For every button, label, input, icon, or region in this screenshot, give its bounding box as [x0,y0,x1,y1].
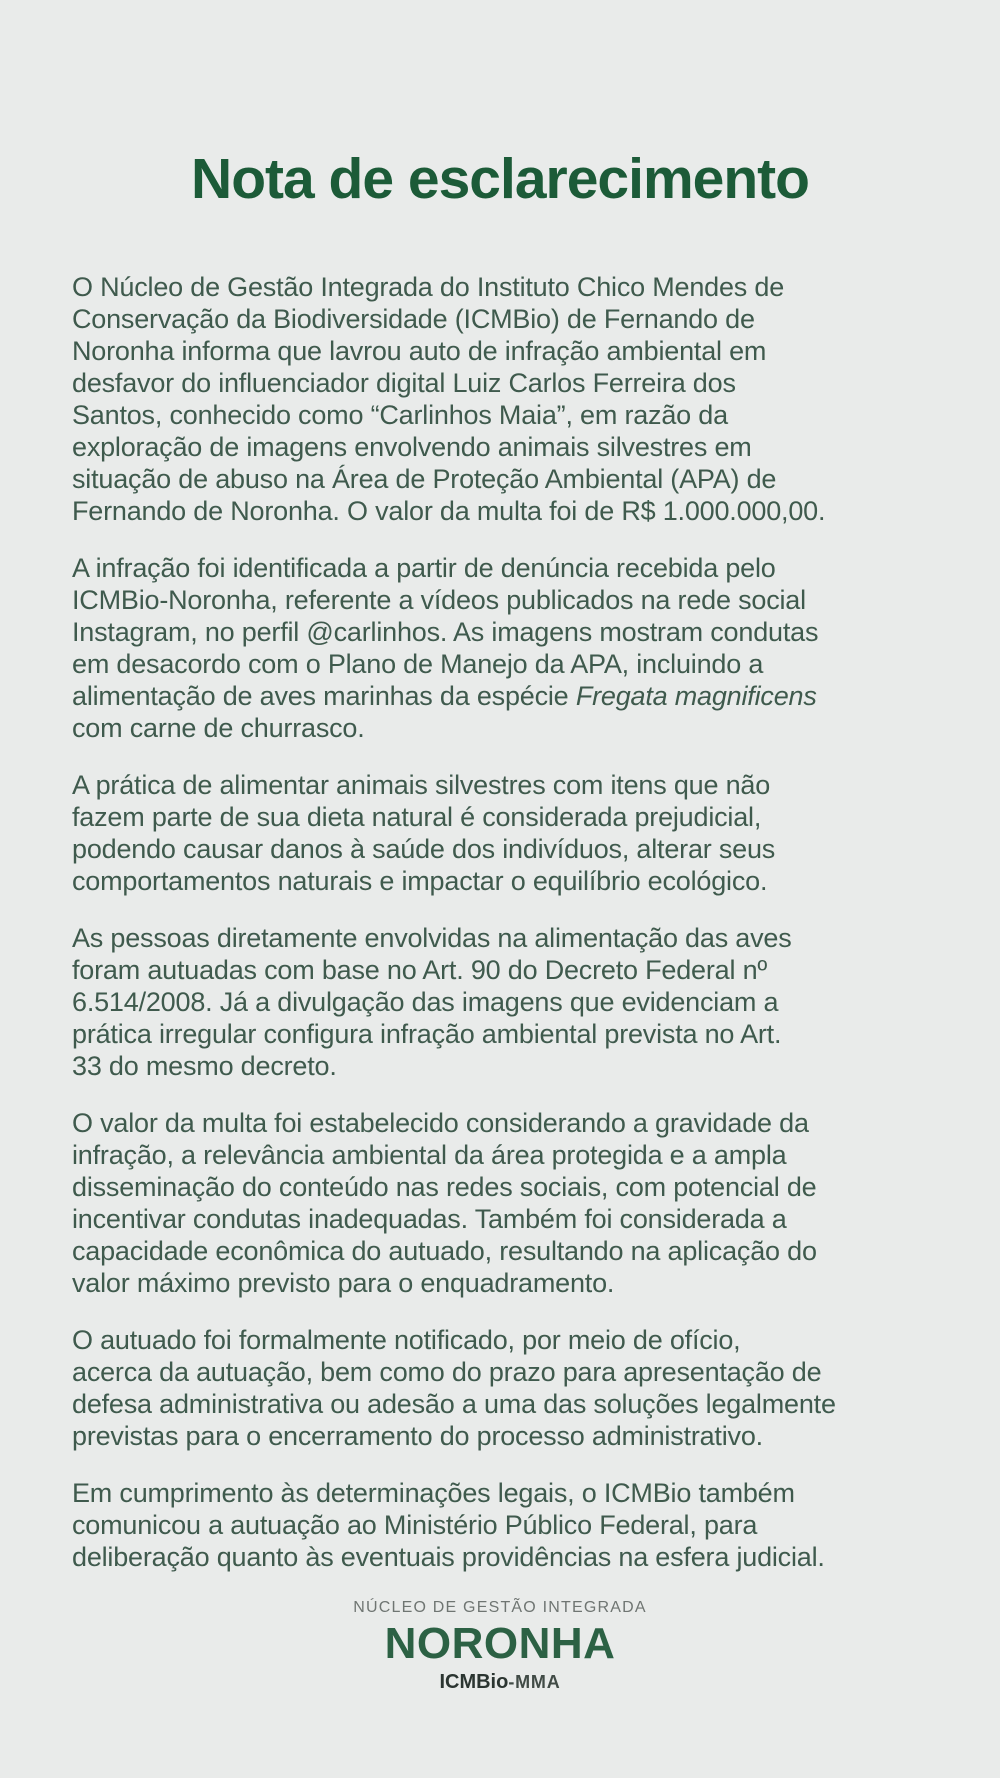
paragraph [72,271,970,527]
footer-logo [0,1598,1000,1694]
text-line: Em cumprimento às determinações legais, o ICMBio também [72,1478,795,1508]
text-line: O valor da multa foi estabelecido considerando a gravidade da [72,1108,809,1138]
text-line: As pessoas diretamente envolvidas na alimentação das aves [72,923,792,953]
document-body [0,271,1000,1573]
text-line: situação de abuso na Área de Proteção Ambiental (APA) de [72,464,777,494]
paragraph [72,552,970,744]
text-line: Conservação da Biodiversidade (ICMBio) de Fernando de [72,304,755,334]
page-title: Nota de esclarecimento [191,147,809,211]
paragraph [72,1107,970,1299]
text-line: ICMBio-Noronha, referente a vídeos publicados na rede social [72,585,806,615]
text-line: deliberação quanto às eventuais providências na esfera judicial. [72,1542,825,1572]
text-line: acerca da autuação, bem como do prazo para apresentação de [72,1357,822,1387]
paragraph [72,922,970,1082]
text-line: capacidade econômica do autuado, resultando na aplicação do [72,1236,817,1266]
text-line: Noronha informa que lavrou auto de infração ambiental em [72,336,767,366]
text-line: em desacordo com o Plano de Manejo da APA, incluindo a [72,649,764,679]
text-line: defesa administrativa ou adesão a uma das soluções legalmente [72,1389,836,1419]
text-line: Santos, conhecido como “Carlinhos Maia”, em razão da [72,400,728,430]
text-line: exploração de imagens envolvendo animais silvestres em [72,432,752,462]
text-line: foram autuadas com base no Art. 90 do Decreto Federal nº [72,955,768,985]
text-line: desfavor do influenciador digital Luiz Carlos Ferreira dos [72,368,736,398]
text-line: A infração foi identificada a partir de denúncia recebida pelo [72,553,776,583]
text-line: podendo causar danos à saúde dos indivíduos, alterar seus [72,834,776,864]
text-line: infração, a relevância ambiental da área protegida e a ampla [72,1140,787,1170]
footer-unit-label: NÚCLEO DE GESTÃO INTEGRADA [353,1599,647,1616]
paragraph [72,1324,970,1452]
text-line: O autuado foi formalmente notificado, por meio de ofício, [72,1325,741,1355]
text-line: 33 do mesmo decreto. [72,1051,337,1081]
footer-org-line [0,1670,1000,1694]
text-line: fazem parte de sua dieta natural é considerada prejudicial, [72,802,762,832]
text-line: A prática de alimentar animais silvestres com itens que não [72,770,771,800]
footer-org-icmbio: ICMBio [439,1671,509,1693]
text-line: prática irregular configura infração ambiental prevista no Art. [72,1019,782,1049]
text-line: comunicou a autuação ao Ministério Público Federal, para [72,1510,758,1540]
text-line: valor máximo previsto para o enquadramento. [72,1268,615,1298]
text-line: incentivar condutas inadequadas. Também foi considerada a [72,1204,787,1234]
text-line: comportamentos naturais e impactar o equilíbrio ecológico. [72,866,768,896]
text-line: disseminação do conteúdo nas redes sociais, com potencial de [72,1172,817,1202]
paragraph [72,769,970,897]
paragraph [72,1477,970,1573]
text-line: Fernando de Noronha. O valor da multa foi de R$ 1.000.000,00. [72,496,826,526]
text-line: Instagram, no perfil @carlinhos. As imagens mostram condutas [72,617,819,647]
footer-org-mma: -MMA [508,1672,561,1692]
text-line: O Núcleo de Gestão Integrada do Instituto Chico Mendes de [72,272,785,302]
footer-brand-noronha: NORONHA [384,1619,616,1668]
text-line: previstas para o encerramento do processo administrativo. [72,1421,763,1451]
text-line: com carne de churrasco. [72,713,365,743]
text-line: 6.514/2008. Já a divulgação das imagens que evidenciam a [72,987,779,1017]
text-line: alimentação de aves marinhas da espécie Fregata magnificens [72,681,817,711]
